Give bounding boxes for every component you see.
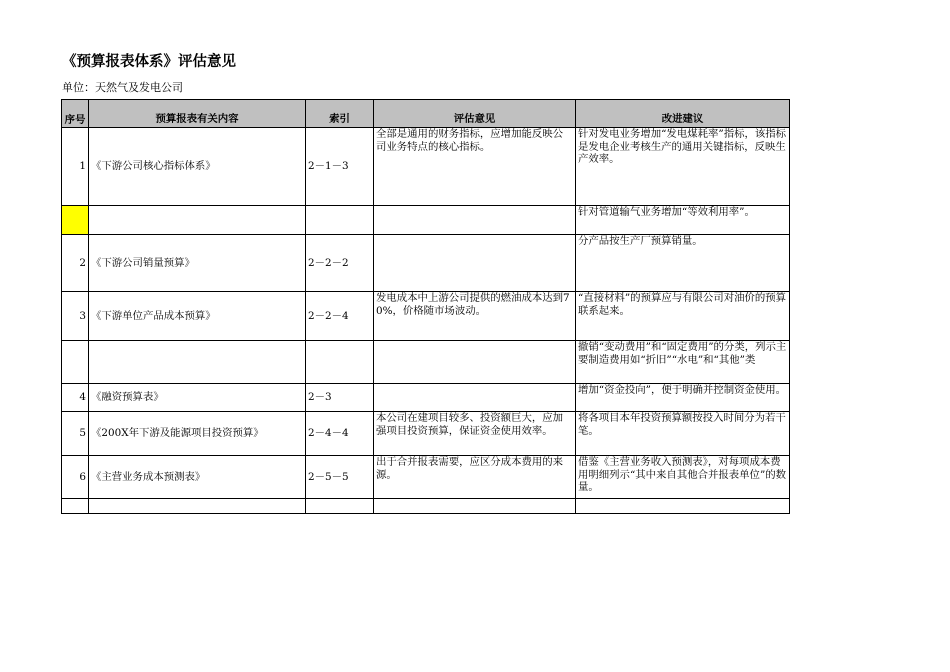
row-no: 6 (62, 456, 89, 499)
header-opinion: 评估意见 (374, 100, 576, 128)
row-suggestion: 撤销“变动费用”和“固定费用”的分类，列示主要制造费用如“折旧”“水电”和“其他”类 (576, 341, 790, 384)
row-suggestion: 借鉴《主营业务收入预测表》，对每项成本费用明细列示“其中来自其他合并报表单位”的数量。 (576, 456, 790, 499)
row-no: 3 (62, 292, 89, 341)
row-opinion (374, 206, 576, 235)
table-row (62, 292, 790, 341)
header-index: 索引 (306, 100, 374, 128)
row-opinion (374, 384, 576, 412)
table-row (62, 412, 790, 456)
evaluation-table (61, 99, 790, 514)
row-no: 5 (62, 412, 89, 456)
empty-cell (89, 499, 306, 514)
row-content: 《200X年下游及能源项目投资预算》 (89, 412, 306, 456)
row-index (306, 341, 374, 384)
row-content: 《融资预算表》 (89, 384, 306, 412)
table-row (62, 456, 790, 499)
row-suggestion: 将各项目本年投资预算额按投入时间分为若干笔。 (576, 412, 790, 456)
table-row (62, 128, 790, 206)
row-no: 1 (62, 128, 89, 206)
empty-cell (576, 499, 790, 514)
row-content: 《下游公司销量预算》 (89, 235, 306, 292)
row-opinion: 发电成本中上游公司提供的燃油成本达到70%，价格随市场波动。 (374, 292, 576, 341)
row-no-highlighted (62, 206, 89, 235)
row-index: 2－2－4 (306, 292, 374, 341)
row-content (89, 206, 306, 235)
table-row (62, 341, 790, 384)
header-content: 预算报表有关内容 (89, 100, 306, 128)
row-content: 《主营业务成本预测表》 (89, 456, 306, 499)
row-content: 《下游单位产品成本预算》 (89, 292, 306, 341)
row-suggestion: 针对管道输气业务增加“等效利用率”。 (576, 206, 790, 235)
empty-cell (306, 499, 374, 514)
row-index: 2－5－5 (306, 456, 374, 499)
row-index: 2－2－2 (306, 235, 374, 292)
header-row (62, 100, 790, 128)
row-index: 2－4－4 (306, 412, 374, 456)
row-suggestion: 增加“资金投向”，便于明确并控制资金使用。 (576, 384, 790, 412)
row-content: 《下游公司核心指标体系》 (89, 128, 306, 206)
row-index: 2－3 (306, 384, 374, 412)
row-content (89, 341, 306, 384)
header-no: 序号 (62, 100, 89, 128)
row-no: 4 (62, 384, 89, 412)
row-index (306, 206, 374, 235)
table-row (62, 206, 790, 235)
row-suggestion: 分产品按生产厂预算销量。 (576, 235, 790, 292)
table-row (62, 235, 790, 292)
row-suggestion: “直接材料”的预算应与有限公司对油价的预算联系起来。 (576, 292, 790, 341)
row-opinion: 出于合并报表需要，应区分成本费用的来源。 (374, 456, 576, 499)
table-row-empty (62, 499, 790, 514)
row-no: 2 (62, 235, 89, 292)
empty-cell (62, 499, 89, 514)
document-title: 《预算报表体系》评估意见 (62, 54, 236, 70)
table-row (62, 384, 790, 412)
empty-cell (374, 499, 576, 514)
row-opinion: 本公司在建项目较多、投资额巨大，应加强项目投资预算，保证资金使用效率。 (374, 412, 576, 456)
row-no (62, 341, 89, 384)
row-opinion (374, 235, 576, 292)
row-opinion: 全部是通用的财务指标，应增加能反映公司业务特点的核心指标。 (374, 128, 576, 206)
unit-label: 单位：天然气及发电公司 (62, 81, 183, 94)
row-index: 2－1－3 (306, 128, 374, 206)
row-suggestion: 针对发电业务增加“发电煤耗率”指标，该指标是发电企业考核生产的通用关键指标，反映生产效率。 (576, 128, 790, 206)
header-suggestion: 改进建议 (576, 100, 790, 128)
row-opinion (374, 341, 576, 384)
